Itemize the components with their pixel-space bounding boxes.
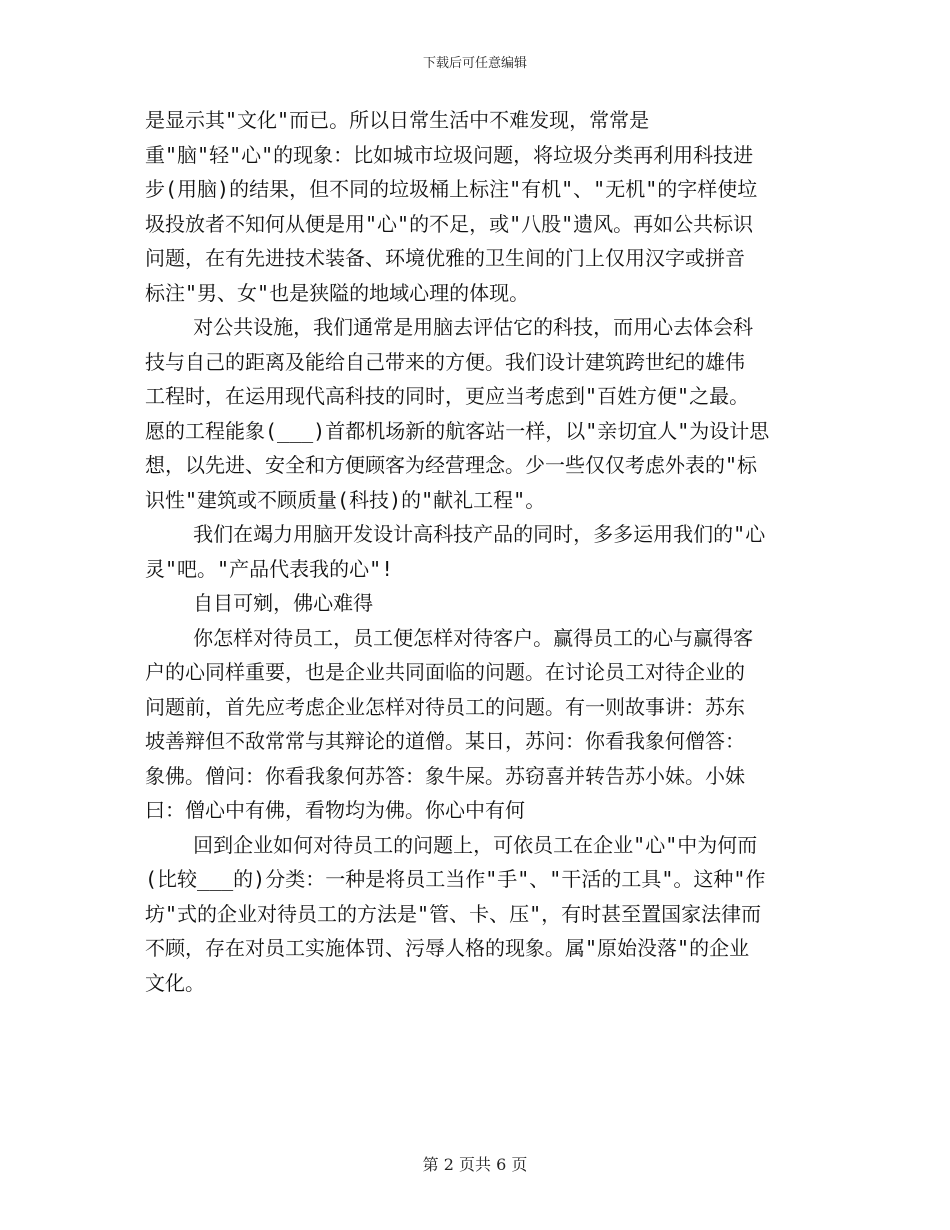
body-line: 问题前，首先应考虑企业怎样对待员工的问题。有一则故事讲：苏东 — [145, 694, 745, 719]
page-header: 下载后可任意编辑 — [422, 56, 527, 71]
body-line: 灵"吧。"产品代表我的心"! — [145, 556, 394, 581]
page-footer: 第 2 页共 6 页 — [422, 1155, 528, 1174]
body-line: 曰：僧心中有佛，看物均为佛。你心中有何 — [145, 798, 525, 822]
body-line: 技与自己的距离及能给自己带来的方便。我们设计建筑跨世纪的雄伟 — [145, 349, 745, 374]
body-line: 重"脑"轻"心"的现象：比如城市垃圾问题，将垃圾分类再利用科技进 — [145, 142, 754, 167]
body-line: 你怎样对待员工，员工便怎样对待客户。赢得员工的心与赢得客 — [145, 625, 754, 650]
body-line: 象佛。僧问：你看我象何苏答：象牛屎。苏窃喜并转告苏小妹。小妹 — [145, 763, 745, 788]
body-line: 标注"男、女"也是狭隘的地域心理的体现。 — [145, 280, 530, 305]
body-line: 不顾，存在对员工实施体罚、污辱人格的现象。属"原始没落"的企业 — [145, 936, 750, 960]
body-line: 坊"式的企业对待员工的方法是"管、卡、压"，有时甚至置国家法律而 — [145, 901, 762, 926]
body-line: 回到企业如何对待员工的问题上，可依员工在企业"心"中为何而 — [145, 832, 758, 857]
section-heading: 自目可剜，佛心难得 — [145, 591, 374, 615]
body-line: 问题，在有先进技术装备、环境优雅的卫生间的门上仅用汉字或拼音 — [145, 246, 745, 270]
body-line: 对公共设施，我们通常是用脑去评估它的科技，而用心去体会科 — [145, 315, 754, 339]
body-line: 想，以先进、安全和方便顾客为经营理念。少一些仅仅考虑外表的"标 — [145, 453, 758, 477]
body-line: 愿的工程能象(___)首都机场新的航客站一样，以"亲切宜人"为设计思 — [145, 418, 770, 443]
document-body — [145, 103, 815, 1000]
body-line: 是显示其"文化"而已。所以日常生活中不难发现，常常是 — [145, 108, 650, 132]
body-line: 户的心同样重要，也是企业共同面临的问题。在讨论员工对待企业的 — [145, 660, 745, 684]
body-line: 步(用脑)的结果，但不同的垃圾桶上标注"有机"、"无机"的字样使垃 — [145, 177, 758, 201]
body-line: 我们在竭力用脑开发设计高科技产品的同时，多多运用我们的"心 — [145, 522, 766, 546]
body-line: 圾投放者不知何从便是用"心"的不足，或"八股"遗风。再如公共标识 — [145, 211, 754, 236]
body-line: 工程时，在运用现代高科技的同时，更应当考虑到"百姓方便"之最。 — [145, 384, 750, 408]
body-line: (比较___的)分类：一种是将员工当作"手"、"干活的工具"。这种"作 — [145, 867, 766, 891]
body-line: 文化。 — [145, 970, 205, 995]
body-line: 识性"建筑或不顾质量(科技)的"献礼工程"。 — [145, 487, 546, 512]
body-line: 坡善辩但不敌常常与其辩论的道僧。某日，苏问：你看我象何僧答： — [145, 729, 745, 753]
